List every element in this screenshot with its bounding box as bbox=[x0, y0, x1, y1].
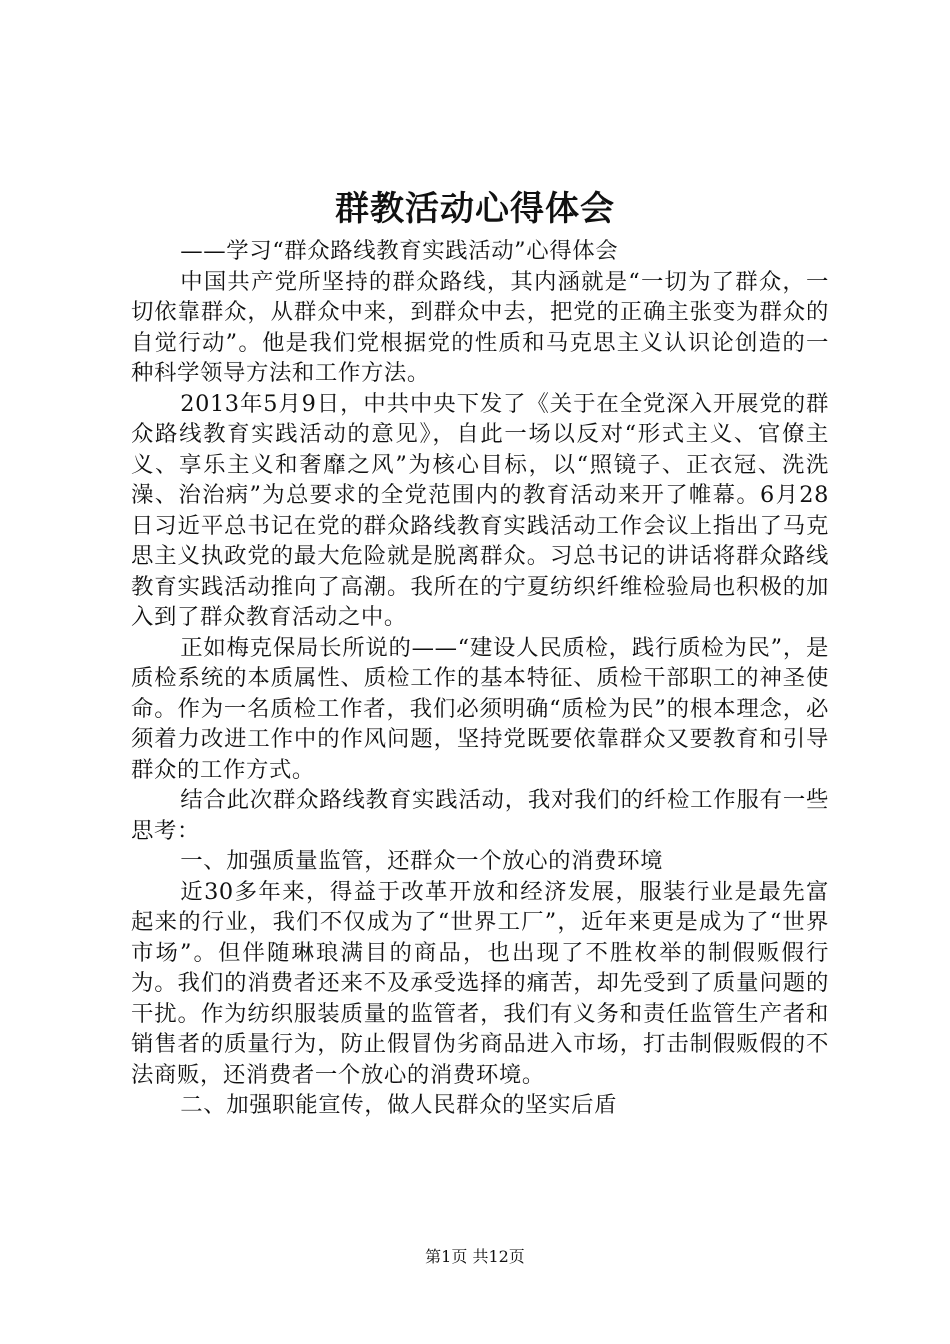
body-paragraph: 中国共产党所坚持的群众路线，其内涵就是“一切为了群众，一切依靠群众，从群众中来，到群众中去，把党的正确主张变为群众的自觉行动”。他是我们党根据党的性质和马克思主义认识论创造的一种科学领导方法和工作方法。 bbox=[131, 268, 829, 386]
section-heading: 一、加强质量监管，还群众一个放心的消费环境 bbox=[180, 848, 664, 874]
section-heading: 二、加强职能宣传，做人民群众的坚实后盾 bbox=[180, 1092, 618, 1118]
document-title: 群教活动心得体会 bbox=[335, 189, 615, 229]
subtitle-paragraph: ——学习“群众路线教育实践活动”心得体会 bbox=[180, 238, 619, 264]
body-paragraph: 结合此次群众路线教育实践活动，我对我们的纤检工作服有一些思考： bbox=[131, 787, 829, 844]
body-paragraph: 2013年5月9日，中共中央下发了《关于在全党深入开展党的群众路线教育实践活动的意见》，自此一场以反对“形式主义、官僚主义、享乐主义和奢靡之风”为核心目标，以“照镜子、正衣冠、洗洗澡、治治病”为总要求的全党范围内的教育活动来开了帷幕。6月28日习近平总书记在党的群众路线教育实践活动工作会议上指出了马克思主义执政党的最大危险就是脱离群众。习总书记的讲话将群众路线教育实践活动推向了高潮。我所在的宁夏纺织纤维检验局也积极的加入到了群众教育活动之中。 bbox=[131, 390, 829, 630]
page-number-footer: 第1页 共12页 bbox=[425, 1247, 525, 1266]
document-body bbox=[131, 236, 829, 1121]
body-paragraph: 近30多年来，得益于改革开放和经济发展，服装行业是最先富起来的行业，我们不仅成为了“世界工厂”，近年来更是成为了“世界市场”。但伴随琳琅满目的商品，也出现了不胜枚举的制假贩假行为。我们的消费者还来不及承受选择的痛苦，却先受到了质量问题的干扰。作为纺织服装质量的监管者，我们有义务和责任监管生产者和销售者的质量行为，防止假冒伪劣商品进入市场，打击制假贩假的不法商贩，还消费者一个放心的消费环境。 bbox=[131, 878, 829, 1088]
body-paragraph: 正如梅克保局长所说的——“建设人民质检，践行质检为民”，是质检系统的本质属性、质检工作的基本特征、质检干部职工的神圣使命。作为一名质检工作者，我们必须明确“质检为民”的根本理念，必须着力改进工作中的作风问题，坚持党既要依靠群众又要教育和引导群众的工作方式。 bbox=[131, 634, 829, 783]
